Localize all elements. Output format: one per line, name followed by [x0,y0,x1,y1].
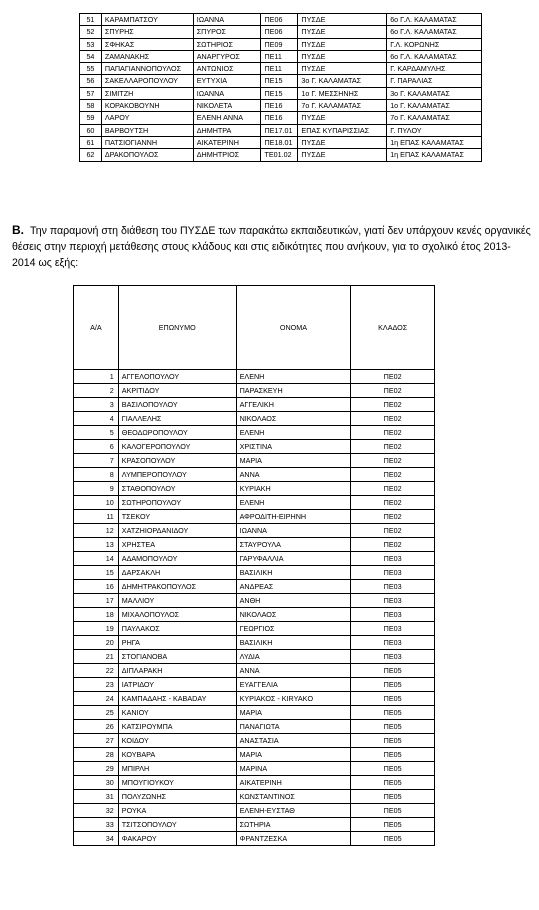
cell-surname: ΚΑΝΙΟΥ [118,706,236,720]
cell-num: 31 [74,790,119,804]
cell-name: ΔΗΜΗΤΡΑ [193,124,261,136]
cell-num: 32 [74,804,119,818]
cell-num: 11 [74,510,119,524]
section-letter: Β. [12,223,24,237]
cell-surname: ΣΩΤΗΡΟΠΟΥΛΟΥ [118,496,236,510]
cell-num: 2 [74,384,119,398]
cell-branch: ΠΕ09 [261,38,298,50]
cell-num: 18 [74,608,119,622]
table-row [74,566,435,580]
cell-surname: ΚΟΡΑΚΟΒΟΥΝΗ [101,100,193,112]
cell-num: 51 [80,14,102,26]
cell-surname: ΠΑΠΑΓΙΑΝΝΟΠΟΥΛΟΣ [101,63,193,75]
table-row [74,482,435,496]
cell-name: ΑΝΤΩΝΙΟΣ [193,63,261,75]
cell-name: ΑΙΚΑΤΕΡΙΝΗ [236,776,351,790]
cell-name: ΙΩΑΝΝΑ [193,14,261,26]
cell-num: 28 [74,748,119,762]
table-row [80,50,482,62]
cell-branch: ΠΕ05 [351,706,435,720]
cell-num: 26 [74,720,119,734]
cell-from: ΠΥΣΔΕ [298,63,387,75]
cell-surname: ΚΑΛΟΓΕΡΟΠΟΥΛΟΥ [118,440,236,454]
cell-branch: ΠΕ05 [351,776,435,790]
cell-branch: ΠΕ03 [351,580,435,594]
cell-branch: ΠΕ05 [351,832,435,846]
table-row [74,538,435,552]
cell-name: ΒΑΣΙΛΙΚΗ [236,636,351,650]
table-row [74,594,435,608]
cell-name: ΚΩΝΣΤΑΝΤΙΝΟΣ [236,790,351,804]
cell-surname: ΑΔΑΜΟΠΟΥΛΟΥ [118,552,236,566]
cell-from: ΠΥΣΔΕ [298,50,387,62]
cell-from: 3ο Γ. ΚΑΛΑΜΑΤΑΣ [298,75,387,87]
cell-name: ΑΙΚΑΤΕΡΙΝΗ [193,136,261,148]
cell-branch: ΠΕ16 [261,112,298,124]
table-row [74,622,435,636]
table-row [74,734,435,748]
cell-surname: ΣΙΜΙΤΖΗ [101,87,193,99]
cell-branch: ΠΕ05 [351,734,435,748]
transfer-table-body [80,14,482,162]
header-branch: ΚΛΑΔΟΣ [351,286,435,370]
cell-surname: ΣΠΥΡΗΣ [101,26,193,38]
cell-num: 15 [74,566,119,580]
table-row [80,124,482,136]
cell-name: ΕΥΤΥΧΙΑ [193,75,261,87]
cell-num: 10 [74,496,119,510]
table-row [80,136,482,148]
cell-name: ΣΩΤΗΡΙΟΣ [193,38,261,50]
cell-name: ΣΤΑΥΡΟΥΛΑ [236,538,351,552]
cell-name: ΔΗΜΗΤΡΙΟΣ [193,149,261,161]
cell-branch: ΠΕ05 [351,804,435,818]
cell-branch: ΠΕ06 [261,14,298,26]
cell-name: ΜΑΡΙΑ [236,706,351,720]
cell-num: 52 [80,26,102,38]
cell-from: ΠΥΣΔΕ [298,14,387,26]
cell-name: ΜΑΡΙΑ [236,748,351,762]
cell-branch: ΠΕ03 [351,622,435,636]
cell-surname: ΒΑΣΙΛΟΠΟΥΛΟΥ [118,398,236,412]
cell-name: ΜΑΡΙΝΑ [236,762,351,776]
table-row [74,398,435,412]
cell-surname: ΣΑΚΕΛΛΑΡΟΠΟΥΛΟΥ [101,75,193,87]
cell-branch: ΠΕ05 [351,790,435,804]
table-row [74,818,435,832]
cell-branch: ΠΕ18.01 [261,136,298,148]
cell-num: 16 [74,580,119,594]
cell-surname: ΚΑΜΠΑΔΑΗΣ - KABADAY [118,692,236,706]
table-row [74,650,435,664]
cell-surname: ΚΑΡΑΜΠΑΤΣΟΥ [101,14,193,26]
cell-surname: ΜΑΛΛΙΟΥ [118,594,236,608]
table-row [74,776,435,790]
cell-from: 1ο Γ. ΜΕΣΣΗΝΗΣ [298,87,387,99]
cell-surname: ΚΡΑΣΟΠΟΥΛΟΥ [118,454,236,468]
cell-surname: ΔΗΜΗΤΡΑΚΟΠΟΥΛΟΣ [118,580,236,594]
cell-num: 4 [74,412,119,426]
cell-surname: ΑΚΡΙΤΙΔΟΥ [118,384,236,398]
cell-branch: ΠΕ02 [351,384,435,398]
cell-num: 1 [74,370,119,384]
cell-branch: ΠΕ03 [351,566,435,580]
cell-branch: ΠΕ05 [351,678,435,692]
cell-branch: ΠΕ15 [261,75,298,87]
transfer-table [79,13,482,162]
cell-surname: ΚΟΙΔΟΥ [118,734,236,748]
cell-from: 7ο Γ. ΚΑΛΑΜΑΤΑΣ [298,100,387,112]
cell-name: ΙΩΑΝΝΑ [236,524,351,538]
cell-name: ΓΑΡΥΦΑΛΛΙΑ [236,552,351,566]
cell-branch: ΠΕ11 [261,50,298,62]
cell-surname: ΚΑΤΣΙΡΟΥΜΠΑ [118,720,236,734]
table-row [80,100,482,112]
cell-branch: ΠΕ02 [351,440,435,454]
cell-num: 5 [74,426,119,440]
cell-to: 1η ΕΠΑΣ ΚΑΛΑΜΑΤΑΣ [387,149,482,161]
cell-num: 8 [74,468,119,482]
cell-surname: ΓΙΑΛΛΕΛΗΣ [118,412,236,426]
cell-branch: ΠΕ02 [351,398,435,412]
cell-surname: ΛΥΜΠΕΡΟΠΟΥΛΟΥ [118,468,236,482]
cell-surname: ΛΑΡΟΥ [101,112,193,124]
cell-surname: ΧΑΤΖΗΙΟΡΔΑΝΙΔΟΥ [118,524,236,538]
cell-branch: ΠΕ02 [351,426,435,440]
cell-surname: ΔΙΠΛΑΡΑΚΗ [118,664,236,678]
cell-name: ΧΡΙΣΤΙΝΑ [236,440,351,454]
cell-name: ΕΥΑΓΓΕΛΙΑ [236,678,351,692]
table-row [74,636,435,650]
cell-surname: ΒΑΡΒΟΥΤΣΗ [101,124,193,136]
cell-surname: ΑΓΓΕΛΟΠΟΥΛΟΥ [118,370,236,384]
cell-from: ΠΥΣΔΕ [298,38,387,50]
table-row [74,706,435,720]
cell-surname: ΣΤΑΘΟΠΟΥΛΟΥ [118,482,236,496]
table-row [74,608,435,622]
cell-branch: ΤΕ01.02 [261,149,298,161]
cell-num: 29 [74,762,119,776]
table-row [74,580,435,594]
cell-branch: ΠΕ02 [351,482,435,496]
cell-name: ΣΩΤΗΡΙΑ [236,818,351,832]
cell-name: ΕΛΕΝΗ [236,370,351,384]
cell-name: ΣΠΥΡΟΣ [193,26,261,38]
cell-num: 54 [80,50,102,62]
cell-num: 34 [74,832,119,846]
cell-num: 30 [74,776,119,790]
section-b-paragraph [12,222,532,271]
cell-to: 6ο Γ.Λ. ΚΑΛΑΜΑΤΑΣ [387,14,482,26]
cell-name: ΑΝΘΗ [236,594,351,608]
cell-surname: ΙΑΤΡΙΔΟΥ [118,678,236,692]
cell-branch: ΠΕ02 [351,468,435,482]
cell-from: ΠΥΣΔΕ [298,112,387,124]
cell-branch: ΠΕ02 [351,412,435,426]
cell-num: 6 [74,440,119,454]
cell-surname: ΜΠΟΥΓΙΟΥΚΟΥ [118,776,236,790]
cell-name: ΚΥΡΙΑΚΗ [236,482,351,496]
section-text: Την παραμονή στη διάθεση του ΠΥΣΔΕ των παρακάτω εκπαιδευτικών, γιατί δεν υπάρχουν κενές οργανικές θέσεις στην περιοχή μετάθεσης στους κλάδους και στις ειδικότητες που ανήκουν, για το σχολικό έτος 2013-2014 ως εξής: [12,225,531,269]
cell-num: 22 [74,664,119,678]
cell-surname: ΧΡΗΣΤΕΑ [118,538,236,552]
cell-name: ΑΝΑΣΤΑΣΙΑ [236,734,351,748]
table-row [74,748,435,762]
cell-name: ΕΛΕΝΗ ΑΝΝΑ [193,112,261,124]
table-row [74,426,435,440]
cell-num: 25 [74,706,119,720]
table-header-row [74,286,435,370]
cell-name: ΒΑΣΙΛΙΚΗ [236,566,351,580]
cell-surname: ΠΟΛΥΖΩΝΗΣ [118,790,236,804]
cell-name: ΙΩΑΝΝΑ [193,87,261,99]
cell-to: 1η ΕΠΑΣ ΚΑΛΑΜΑΤΑΣ [387,136,482,148]
table-row [74,496,435,510]
cell-name: ΑΦΡΟΔΙΤΗ-ΕΙΡΗΝΗ [236,510,351,524]
table-row [74,510,435,524]
cell-surname: ΖΑΜΑΝΑΚΗΣ [101,50,193,62]
cell-name: ΠΑΡΑΣΚΕΥΗ [236,384,351,398]
cell-branch: ΠΕ02 [351,454,435,468]
cell-from: ΠΥΣΔΕ [298,26,387,38]
cell-num: 58 [80,100,102,112]
cell-num: 24 [74,692,119,706]
table-row [74,832,435,846]
cell-name: ΛΥΔΙΑ [236,650,351,664]
cell-num: 62 [80,149,102,161]
table-row [74,384,435,398]
table-row [74,412,435,426]
cell-surname: ΤΣΙΤΣΟΠΟΥΛΟΥ [118,818,236,832]
cell-num: 9 [74,482,119,496]
cell-from: ΕΠΑΣ ΚΥΠΑΡΙΣΣΙΑΣ [298,124,387,136]
cell-num: 13 [74,538,119,552]
cell-name: ΑΝΝΑ [236,664,351,678]
cell-branch: ΠΕ02 [351,496,435,510]
cell-num: 60 [80,124,102,136]
table-row [80,112,482,124]
header-surname: ΕΠΩΝΥΜΟ [118,286,236,370]
cell-surname: ΡΟΥΚΑ [118,804,236,818]
table-row [74,370,435,384]
cell-name: ΕΛΕΝΗ [236,426,351,440]
table-row [80,26,482,38]
staff-table [73,285,435,846]
table-row [80,14,482,26]
table-row [80,87,482,99]
cell-branch: ΠΕ15 [261,87,298,99]
cell-num: 57 [80,87,102,99]
table-row [74,454,435,468]
cell-to: 3ο Γ. ΚΑΛΑΜΑΤΑΣ [387,87,482,99]
table-row [74,692,435,706]
cell-num: 7 [74,454,119,468]
table-row [80,75,482,87]
table-row [74,468,435,482]
cell-branch: ΠΕ05 [351,692,435,706]
cell-name: ΠΑΝΑΓΙΩΤΑ [236,720,351,734]
cell-to: 6ο Γ.Λ. ΚΑΛΑΜΑΤΑΣ [387,26,482,38]
table-row [74,790,435,804]
table-row [74,552,435,566]
table-row [74,804,435,818]
cell-to: Γ. ΚΑΡΔΑΜΥΛΗΣ [387,63,482,75]
cell-to: Γ. ΠΥΛΟΥ [387,124,482,136]
cell-branch: ΠΕ02 [351,370,435,384]
cell-surname: ΘΕΟΔΩΡΟΠΟΥΛΟΥ [118,426,236,440]
cell-to: 1ο Γ. ΚΑΛΑΜΑΤΑΣ [387,100,482,112]
cell-name: ΑΝΝΑ [236,468,351,482]
cell-name: ΓΕΩΡΓΙΟΣ [236,622,351,636]
cell-branch: ΠΕ03 [351,608,435,622]
table-row [74,440,435,454]
cell-name: ΑΝΑΡΓΥΡΟΣ [193,50,261,62]
cell-name: ΕΛΕΝΗ-ΕΥΣΤΑΘ [236,804,351,818]
cell-branch: ΠΕ17.01 [261,124,298,136]
cell-branch: ΠΕ02 [351,510,435,524]
cell-branch: ΠΕ03 [351,636,435,650]
cell-num: 55 [80,63,102,75]
cell-branch: ΠΕ05 [351,762,435,776]
cell-num: 17 [74,594,119,608]
cell-num: 61 [80,136,102,148]
cell-num: 33 [74,818,119,832]
cell-num: 59 [80,112,102,124]
cell-surname: ΦΑΚΑΡΟΥ [118,832,236,846]
cell-branch: ΠΕ05 [351,748,435,762]
cell-surname: ΤΣΕΚΟΥ [118,510,236,524]
cell-name: ΦΡΑΝΤΖΕΣΚΑ [236,832,351,846]
table-row [80,63,482,75]
table-row [74,720,435,734]
cell-branch: ΠΕ05 [351,818,435,832]
cell-num: 53 [80,38,102,50]
cell-num: 21 [74,650,119,664]
cell-name: ΑΝΔΡΕΑΣ [236,580,351,594]
header-name: ΟΝΟΜΑ [236,286,351,370]
cell-name: ΚΥΡΙΑΚΟΣ - KIRYAKO [236,692,351,706]
cell-branch: ΠΕ06 [261,26,298,38]
cell-num: 23 [74,678,119,692]
cell-surname: ΠΑΥΛΑΚΟΣ [118,622,236,636]
cell-surname: ΣΤΟΓΙΑΝΟΒΑ [118,650,236,664]
cell-surname: ΜΙΧΑΛΟΠΟΥΛΟΣ [118,608,236,622]
cell-branch: ΠΕ02 [351,538,435,552]
cell-branch: ΠΕ03 [351,650,435,664]
cell-branch: ΠΕ11 [261,63,298,75]
cell-branch: ΠΕ05 [351,720,435,734]
cell-name: ΝΙΚΟΛΑΟΣ [236,608,351,622]
cell-surname: ΔΑΡΣΑΚΛΗ [118,566,236,580]
table-row [74,524,435,538]
cell-surname: ΜΠΙΡΛΗ [118,762,236,776]
cell-branch: ΠΕ05 [351,664,435,678]
table-row [74,678,435,692]
cell-name: ΝΙΚΟΛΑΟΣ [236,412,351,426]
cell-branch: ΠΕ16 [261,100,298,112]
cell-name: ΑΓΓΕΛΙΚΗ [236,398,351,412]
cell-num: 3 [74,398,119,412]
cell-num: 14 [74,552,119,566]
cell-num: 27 [74,734,119,748]
cell-num: 56 [80,75,102,87]
table-row [80,149,482,161]
table-row [74,664,435,678]
header-num: Α/Α [74,286,119,370]
cell-name: ΜΑΡΙΑ [236,454,351,468]
cell-to: Γ.Λ. ΚΟΡΩΝΗΣ [387,38,482,50]
cell-branch: ΠΕ02 [351,524,435,538]
cell-name: ΝΙΚΟΛΕΤΑ [193,100,261,112]
cell-num: 12 [74,524,119,538]
cell-surname: ΚΟΥΒΑΡΑ [118,748,236,762]
cell-branch: ΠΕ03 [351,594,435,608]
cell-name: ΕΛΕΝΗ [236,496,351,510]
cell-num: 20 [74,636,119,650]
table-row [74,762,435,776]
cell-surname: ΣΦΗΚΑΣ [101,38,193,50]
cell-to: 6ο Γ.Λ. ΚΑΛΑΜΑΤΑΣ [387,50,482,62]
cell-from: ΠΥΣΔΕ [298,136,387,148]
cell-num: 19 [74,622,119,636]
cell-from: ΠΥΣΔΕ [298,149,387,161]
cell-surname: ΡΗΓΑ [118,636,236,650]
cell-to: Γ. ΠΑΡΑΛΙΑΣ [387,75,482,87]
cell-to: 7ο Γ. ΚΑΛΑΜΑΤΑΣ [387,112,482,124]
staff-table-body [74,370,435,846]
cell-branch: ΠΕ03 [351,552,435,566]
cell-surname: ΠΑΤΣΙΟΓΙΑΝΝΗ [101,136,193,148]
table-row [80,38,482,50]
cell-surname: ΔΡΑΚΟΠΟΥΛΟΣ [101,149,193,161]
